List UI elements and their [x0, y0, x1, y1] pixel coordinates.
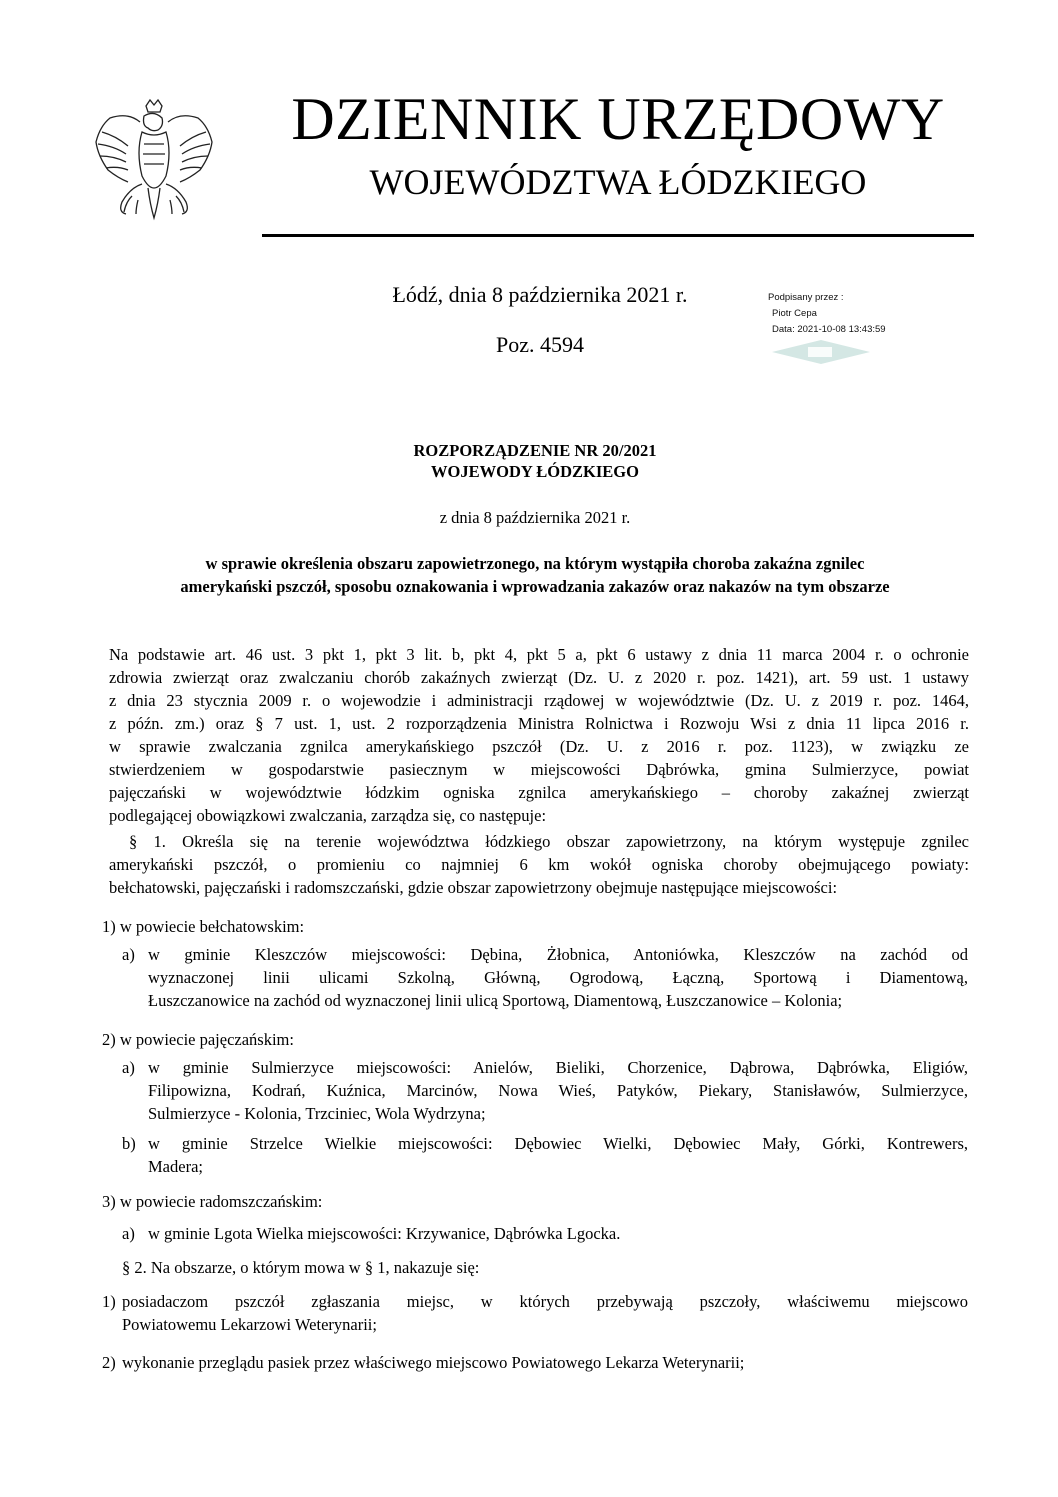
- item-line: Powiatowemu Lekarzowi Weterynarii;: [122, 1315, 377, 1334]
- section-1-line: amerykański pszczół, o promieniu co najmniej 6 km wokół ogniska choroby obejmującego powiaty:: [109, 855, 969, 874]
- subitem-line: w gminie Strzelce Wielkie miejscowości: Dębowiec Wielki, Dębowiec Mały, Górki, Kontrewers,: [148, 1134, 968, 1153]
- subitem-letter: b): [122, 1134, 136, 1153]
- item-line: wykonanie przeglądu pasiek przez właściwego miejscowo Powiatowego Lekarza Weterynarii;: [122, 1353, 745, 1372]
- journal-subtitle: WOJEWÓDZTWA ŁÓDZKIEGO: [369, 162, 867, 202]
- item-text: w powiecie bełchatowskim:: [119, 917, 305, 936]
- polish-eagle-emblem-icon: [88, 92, 220, 232]
- preamble-line: z późn. zm.) oraz § 7 ust. 1, ust. 2 rozporządzenia Ministra Rolnictwa i Rozwoju Wsi z dnia 11 lipca 2016 r.: [109, 714, 969, 733]
- preamble-line: z dnia 23 stycznia 2009 r. o wojewodzie i administracji rządowej w województwie (Dz. U. z 2019 r. poz. 1464,: [109, 691, 969, 710]
- list-item: [102, 1028, 294, 1051]
- subitem-letter: a): [122, 945, 135, 964]
- act-subject-line1: w sprawie określenia obszaru zapowietrzonego, na którym wystąpiła choroba zakaźna zgnilec: [205, 554, 865, 573]
- subitem-line: wyznaczonej linii ulicami Szkolną, Główną, Ogrodową, Łączną, Sportową i Diamentową,: [148, 968, 968, 987]
- e-signature-logo-icon: [772, 340, 870, 364]
- journal-title: DZIENNIK URZĘDOWY: [291, 86, 945, 152]
- item-line: posiadaczom pszczół zgłaszania miejsc, w których przebywają pszczoły, właściwemu miejscowo: [122, 1292, 968, 1311]
- subitem-line: Sulmierzyce - Kolonia, Trzciniec, Wola Wydrzyna;: [148, 1104, 486, 1123]
- item-number: 3): [102, 1192, 116, 1211]
- section-1-line: § 1. Określa się na terenie województwa łódzkiego obszar zapowietrzony, na którym występuje zgnilec: [129, 832, 969, 851]
- preamble-line: stwierdzeniem w gospodarstwie pasiecznym w miejscowości Dąbrówka, gmina Sulmierzyce, powiat: [109, 760, 969, 779]
- item-text: w powiecie radomszczańskim:: [119, 1192, 323, 1211]
- subitem-line: w gminie Sulmierzyce miejscowości: Anielów, Bieliki, Chorzenice, Dąbrowa, Dąbrówka, Eligiów,: [148, 1058, 968, 1077]
- subitem-line: Łuszczanowice na zachód od wyznaczonej linii ulicą Sportową, Diamentową, Łuszczanowice – Kolonia;: [148, 991, 843, 1010]
- subitem-letter: a): [122, 1058, 135, 1077]
- signature-label: Podpisany przez :: [768, 292, 844, 303]
- header-divider: [262, 234, 974, 237]
- item-text: w powiecie pajęczańskim:: [119, 1030, 294, 1049]
- subitem-line: w gminie Lgota Wielka miejscowości: Krzywanice, Dąbrówka Lgocka.: [148, 1224, 621, 1243]
- act-date: z dnia 8 października 2021 r.: [439, 508, 631, 527]
- position-number: Poz. 4594: [496, 332, 584, 357]
- item-number: 2): [102, 1030, 116, 1049]
- signature-name: Piotr Cepa: [772, 308, 817, 319]
- subitem-line: Madera;: [148, 1157, 203, 1176]
- signature-date: Data: 2021-10-08 13:43:59: [772, 324, 886, 335]
- place-date: Łódź, dnia 8 października 2021 r.: [392, 282, 688, 307]
- preamble-line: pajęczański w województwie łódzkim ogniska zgnilca amerykańskiego – choroby zakaźnej zwierząt: [109, 783, 969, 802]
- act-subject-line2: amerykański pszczół, sposobu oznakowania i wprowadzania zakazów oraz nakazów na tym obszarze: [180, 577, 890, 596]
- subitem-line: w gminie Kleszczów miejscowości: Dębina, Żłobnica, Antoniówka, Kleszczów na zachód od: [148, 945, 968, 964]
- subitem-letter: a): [122, 1224, 135, 1243]
- act-title-line2: WOJEWODY ŁÓDZKIEGO: [431, 462, 639, 481]
- section-1: [109, 830, 969, 899]
- item-number: 2): [102, 1353, 116, 1372]
- preamble-line: zdrowia zwierząt oraz zwalczaniu chorób zakaźnych zwierząt (Dz. U. z 2020 r. poz. 1421), art. 59 ust. 1 ustawy: [109, 668, 969, 687]
- act-title-line1: ROZPORZĄDZENIE NR 20/2021: [413, 441, 657, 460]
- preamble-line: Na podstawie art. 46 ust. 3 pkt 1, pkt 3 lit. b, pkt 4, pkt 5 a, pkt 6 ustawy z dnia 11 marca 2004 r. o ochronie: [109, 645, 969, 664]
- preamble-line: w sprawie zwalczania zgnilca amerykańskiego pszczół (Dz. U. z 2016 r. poz. 1123), w związku ze: [109, 737, 969, 756]
- preamble-line: podlegającej obowiązkowi zwalczania, zarządza się, co następuje:: [109, 806, 547, 825]
- section-1-line: bełchatowski, pajęczański i radomszczański, gdzie obszar zapowietrzony obejmuje następujące miejscowości:: [109, 878, 838, 897]
- act-title: [100, 440, 970, 482]
- item-number: 1): [102, 917, 116, 936]
- act-subject: [100, 552, 970, 598]
- list-item: [102, 1190, 322, 1213]
- item-number: 1): [102, 1292, 116, 1311]
- signature-block: [768, 290, 886, 338]
- preamble: [109, 643, 969, 827]
- section-2-intro: § 2. Na obszarze, o którym mowa w § 1, nakazuje się:: [122, 1258, 480, 1277]
- list-item: [102, 915, 304, 938]
- subitem-line: Filipowizna, Kodrań, Kuźnica, Marcinów, Nowa Wieś, Patyków, Piekary, Stanisławów, Sulmierzyce,: [148, 1081, 968, 1100]
